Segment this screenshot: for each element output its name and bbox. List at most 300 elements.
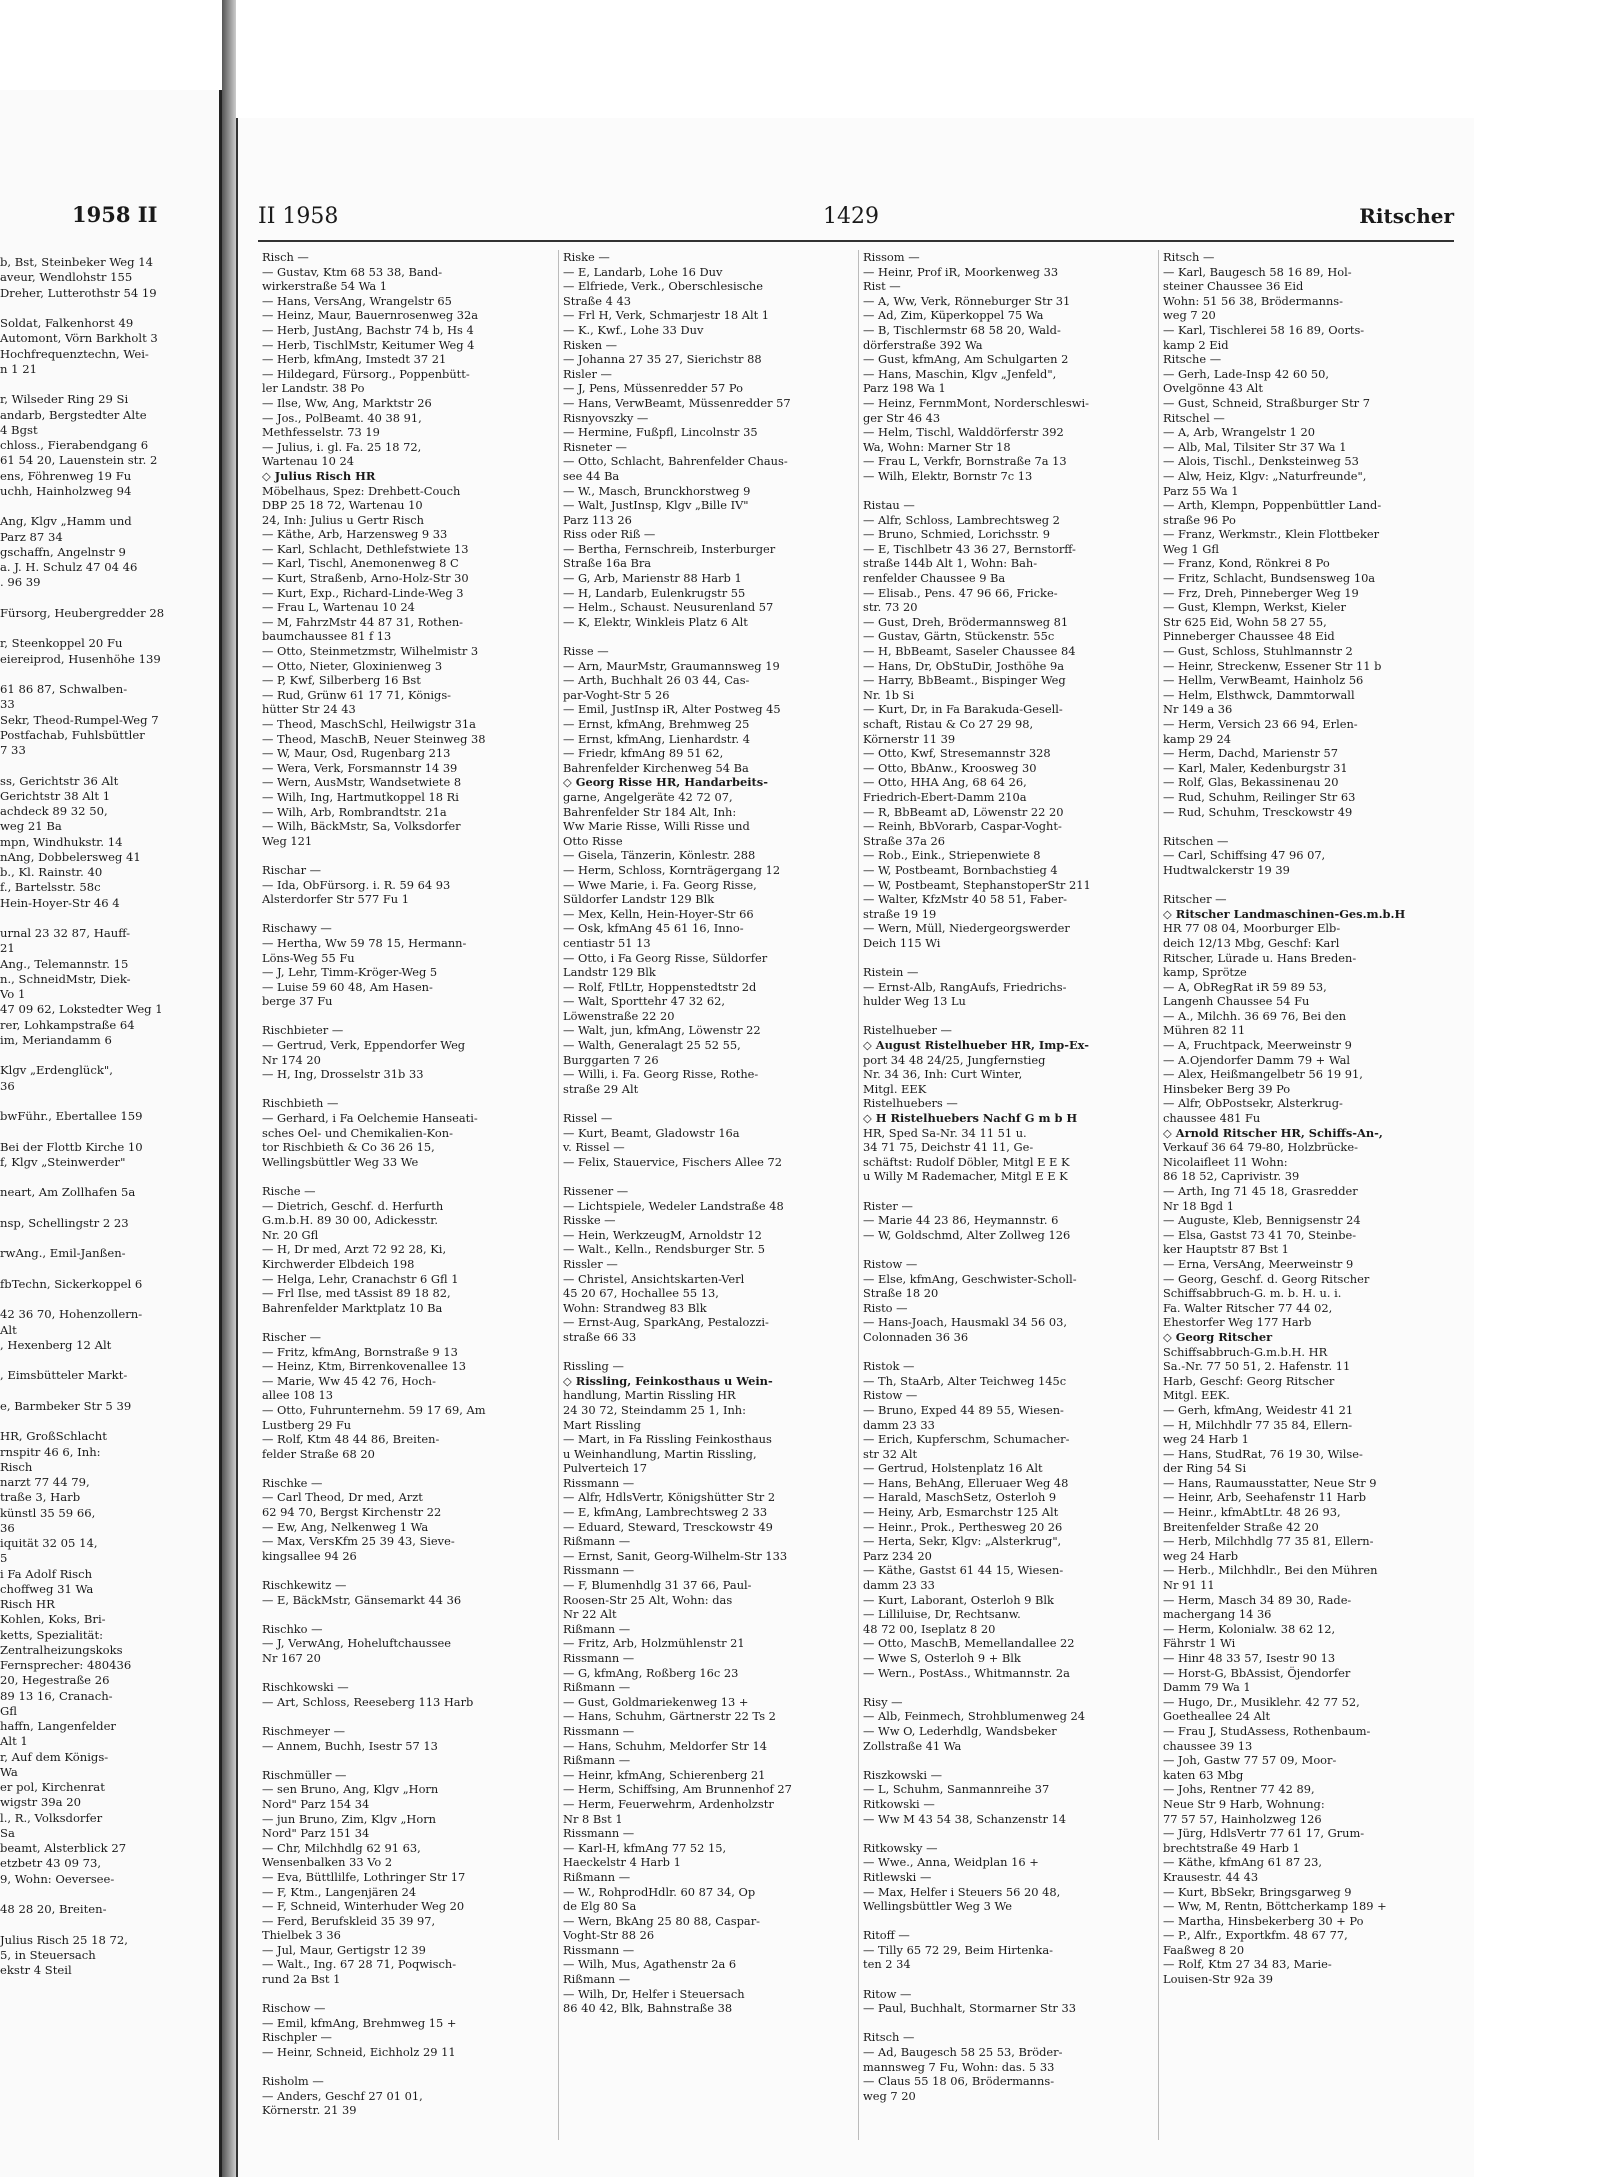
directory-entry-line: — Herm, Kolonialw. 38 62 12,	[1163, 1621, 1336, 1636]
left-entry-line: rwAng., Emil-Janßen-	[0, 1246, 126, 1261]
left-entry-line: mpn, Windhukstr. 14	[0, 834, 123, 849]
directory-entry-line: — Kurt, Exp., Richard-Linde-Weg 3	[262, 585, 464, 600]
directory-entry-line: Parz 55 Wa 1	[1163, 483, 1239, 498]
directory-entry-line	[859, 1345, 1150, 1360]
directory-entry-line: ger Str 46 43	[863, 410, 941, 425]
directory-entry-line: u Weinhandlung, Martin Rissling,	[563, 1446, 757, 1461]
surname-heading: Rischko —	[262, 1621, 323, 1636]
directory-column-2	[558, 250, 850, 2140]
directory-entry-line: centiastr 51 13	[563, 935, 651, 950]
directory-entry-line: kingsallee 94 26	[262, 1548, 357, 1563]
left-entry-line: f, Klgv „Steinwerder"	[0, 1154, 126, 1169]
directory-entry-line: — Rolf, Glas, Bekassinenau 20	[1163, 775, 1339, 790]
left-entry-line: 61 54 20, Lauenstein str. 2	[0, 453, 158, 468]
directory-entry-line: — Kurt, BbSekr, Bringsgarweg 9	[1163, 1884, 1352, 1899]
left-entry-line: b, Bst, Steinbeker Weg 14	[0, 255, 154, 269]
directory-entry-line: Str 625 Eid, Wohn 58 27 55,	[1163, 614, 1327, 629]
directory-entry-line: Bahrenfelder Marktplatz 10 Ba	[262, 1300, 443, 1315]
directory-entry-line: — Rud, Grünw 61 17 71, Königs-	[262, 687, 452, 702]
directory-entry-line: — A.Ojendorfer Damm 79 + Wal	[1163, 1052, 1350, 1067]
directory-entry-line	[859, 1972, 1150, 1987]
left-entry-line: n., SchneidMstr, Diek-	[0, 971, 131, 986]
page-header	[258, 204, 1454, 238]
directory-entry-line: — Hein, WerkzeugM, Arnoldstr 12	[563, 1227, 762, 1242]
directory-entry-line: — Ernst-Aug, SparkAng, Pestalozzi-	[563, 1315, 769, 1330]
directory-entry-line: — Fritz, kfmAng, Bornstraße 9 13	[262, 1344, 458, 1359]
directory-entry-line: — Wwe., Anna, Weidplan 16 +	[863, 1855, 1039, 1870]
surname-heading: Rissmann —	[563, 1651, 635, 1665]
directory-entry-line: — Kurt, Straßenb, Arno-Holz-Str 30	[262, 571, 469, 586]
directory-entry-line: Parz 234 20	[863, 1548, 932, 1563]
left-entry-line: Hochfrequenztechn, Wei-	[0, 346, 149, 361]
directory-entry-line	[859, 1242, 1150, 1257]
directory-entry-line: — Heinr., kfmAbtLtr. 48 26 93,	[1163, 1505, 1341, 1520]
surname-heading: Risch —	[262, 250, 309, 264]
directory-entry-line: — Herm, Feuerwehrm, Ardenholzstr	[563, 1796, 774, 1811]
directory-entry-line: Krausestr. 44 43	[1163, 1869, 1259, 1884]
directory-entry-line: — Anders, Geschf 27 01 01,	[262, 2088, 423, 2103]
directory-entry-line: — Mart, in Fa Rissling Feinkosthaus	[563, 1432, 772, 1447]
directory-entry-line: — Johs, Rentner 77 42 89,	[1163, 1782, 1315, 1797]
directory-entry-line: — Gust, Klempn, Werkst, Kieler	[1163, 600, 1346, 615]
left-entry-line: Gerichtstr 38 Alt 1	[0, 788, 111, 803]
directory-entry-line	[258, 1461, 550, 1476]
directory-entry-line: — Tilly 65 72 29, Beim Hirtenka-	[863, 1942, 1053, 1957]
directory-entry-line: — Luise 59 60 48, Am Hasen-	[262, 979, 433, 994]
directory-entry-line: Ovelgönne 43 Alt	[1163, 381, 1263, 396]
directory-entry-line: — Frau L, Verkfr, Bornstraße 7a 13	[863, 454, 1067, 469]
directory-entry-line: damm 23 33	[863, 1417, 935, 1432]
directory-entry-line: — Auguste, Kleb, Bennigsenstr 24	[1163, 1213, 1361, 1228]
directory-entry-line: — Alfr, Schloss, Lambrechtsweg 2	[863, 512, 1060, 527]
directory-entry-line: — Alfr, HdlsVertr, Königshütter Str 2	[563, 1490, 776, 1505]
directory-entry-line: — Frau J, StudAssess, Rothenbaum-	[1163, 1723, 1371, 1738]
directory-entry-line: — Ernst-Alb, RangAufs, Friedrichs-	[863, 979, 1067, 994]
directory-entry-line: weg 7 20	[863, 2088, 916, 2103]
directory-entry-line: — Herb, TischlMstr, Keitumer Weg 4	[262, 337, 475, 352]
directory-entry-line: — Julius, i. gl. Fa. 25 18 72,	[262, 439, 422, 454]
surname-heading: Risler —	[563, 366, 612, 381]
left-entry-line	[0, 758, 213, 773]
directory-entry-line: — Rolf, Ktm 27 34 83, Marie-	[1163, 1957, 1332, 1972]
directory-entry-line: 48 72 00, Iseplatz 8 20	[863, 1621, 996, 1636]
directory-entry-line: — Wern, Müll, Niedergeorgswerder	[863, 921, 1070, 936]
surname-heading: Ritsch —	[863, 2030, 915, 2045]
directory-entry-line	[258, 1753, 550, 1768]
directory-entry-line: — Emil, JustInsp iR, Alter Postweg 45	[563, 702, 781, 717]
directory-entry-line: — E, kfmAng, Lambrechtsweg 2 33	[563, 1505, 768, 1520]
directory-entry-line: — Walt, Sporttehr 47 32 62,	[563, 994, 726, 1009]
directory-entry-line: — Walt, jun, kfmAng, Löwenstr 22	[563, 1023, 761, 1038]
directory-entry-line: — Eduard, Steward, Tresckowstr 49	[563, 1519, 773, 1534]
directory-entry-line: 24, Inh: Julius u Gertr Risch	[262, 512, 425, 527]
left-entry-line	[0, 911, 213, 926]
surname-heading: Ritkowsky —	[863, 1840, 938, 1855]
surname-heading: Rist —	[863, 279, 901, 294]
directory-entry-line	[258, 1666, 550, 1681]
directory-entry-line: Nr. 34 36, Inh: Curt Winter,	[863, 1067, 1023, 1082]
directory-entry-line: brechtstraße 49 Harb 1	[1163, 1840, 1300, 1855]
directory-entry-line: — Hans-Joach, Hausmakl 34 56 03,	[863, 1315, 1067, 1330]
directory-entry-line: — Jos., PolBeamt. 40 38 91,	[262, 410, 422, 425]
directory-entry-line: Wellingsbüttler Weg 33 We	[262, 1154, 419, 1169]
directory-entry-line: Neue Str 9 Harb, Wohnung:	[1163, 1796, 1325, 1811]
left-entry-line	[0, 667, 213, 682]
directory-entry-line: — Gust, Schneid, Straßburger Str 7	[1163, 395, 1370, 410]
directory-entry-line: Nr 8 Bst 1	[563, 1811, 623, 1826]
directory-entry-line: — Alois, Tischl., Denksteinweg 53	[1163, 454, 1359, 469]
directory-entry-line: — W., RohprodHdlr. 60 87 34, Op	[563, 1884, 756, 1899]
directory-entry-line: — P, Kwf, Silberberg 16 Bst	[262, 673, 421, 688]
directory-entry-line: — Rob., Eink., Striepenwiete 8	[863, 848, 1041, 863]
surname-heading: Rischkowski —	[262, 1680, 349, 1695]
directory-entry-line: — Ida, ObFürsorg. i. R. 59 64 93	[262, 877, 451, 892]
directory-entry-line: Friedrich-Ebert-Damm 210a	[863, 789, 1027, 804]
surname-heading: Ritoff —	[863, 1928, 910, 1943]
directory-entry-line: Deich 115 Wi	[863, 935, 941, 950]
directory-entry-line	[258, 1169, 550, 1184]
left-entry-line	[0, 1353, 213, 1368]
left-entry-line: nAng, Dobbelersweg 41	[0, 849, 141, 864]
directory-entry-line: — Herm, Masch 34 89 30, Rade-	[1163, 1592, 1352, 1607]
left-entry-line: r, Auf dem Königs-	[0, 1749, 109, 1764]
directory-entry-line: — Emil, kfmAng, Brehmweg 15 +	[262, 2015, 457, 2030]
directory-entry-line: — Heinr, kfmAng, Schierenberg 21	[563, 1767, 766, 1782]
left-entry-line: 5, in Steuersach	[0, 1947, 96, 1962]
directory-entry-line: — Wilh, Ing, Hartmutkoppel 18 Ri	[262, 789, 459, 804]
surname-heading: Rissom —	[863, 250, 920, 264]
left-entry-line: 61 86 87, Schwalben-	[0, 682, 128, 696]
directory-entry-line: — Friedr, kfmAng 89 51 62,	[563, 746, 724, 761]
directory-entry-line: Nord" Parz 154 34	[262, 1796, 370, 1811]
firm-entry-line: ◇ Ritscher Landmaschinen-Ges.m.b.H	[1163, 906, 1406, 921]
left-entry-line: Fernsprecher: 480436	[0, 1658, 132, 1672]
directory-entry-line: schäftst: Rudolf Döbler, Mitgl E E K	[863, 1154, 1070, 1169]
directory-entry-line: — Gertrud, Holstenplatz 16 Alt	[863, 1461, 1043, 1476]
directory-entry-line: — Jürg, HdlsVertr 77 61 17, Grum-	[1163, 1826, 1365, 1841]
directory-entry-line: Körnerstr. 21 39	[262, 2103, 357, 2118]
left-entry-line: er pol, Kirchenrat	[0, 1780, 105, 1794]
directory-entry-line: — F, Schneid, Winterhuder Weg 20	[262, 1899, 465, 1914]
directory-entry-line: Damm 79 Wa 1	[1163, 1680, 1251, 1695]
directory-entry-line: — Wilh, Arb, Rombrandtstr. 21a	[262, 804, 447, 819]
firm-entry-line: ◇ Arnold Ritscher HR, Schiffs-An-,	[1163, 1125, 1383, 1140]
directory-entry-line: — Wera, Verk, Forsmannstr 14 39	[262, 760, 458, 775]
directory-entry-line: allee 108 13	[262, 1388, 334, 1403]
header-catchword: Ritscher	[1359, 204, 1454, 228]
directory-entry-line: — Ad, Zim, Küperkoppel 75 Wa	[863, 308, 1044, 323]
directory-entry-line: — Karl, Maler, Kedenburgstr 31	[1163, 760, 1348, 775]
directory-entry-line: — M, FahrzMstr 44 87 31, Rothen-	[262, 614, 464, 629]
directory-entry-line: — Hinr 48 33 57, Isestr 90 13	[1163, 1651, 1336, 1665]
left-entry-line: f., Bartelsstr. 58c	[0, 880, 101, 895]
directory-entry-line: — H, Dr med, Arzt 72 92 28, Ki,	[262, 1242, 447, 1257]
firm-entry-line: ◇ Georg Ritscher	[1163, 1329, 1273, 1344]
directory-entry-line: chaussee 481 Fu	[1163, 1111, 1261, 1126]
left-entry-line	[0, 1384, 213, 1399]
directory-entry-line: — Rolf, Ktm 48 44 86, Breiten-	[262, 1432, 440, 1447]
directory-entry-line: — Arth, Buchhalt 26 03 44, Cas-	[563, 673, 750, 688]
left-entry-line: uchh, Hainholzweg 94	[0, 483, 132, 498]
left-entry-line	[0, 1887, 213, 1902]
left-entry-line	[0, 1262, 213, 1277]
directory-entry-line: — Helga, Lehr, Cranachstr 6 Gfl 1	[262, 1271, 459, 1286]
directory-entry-line: weg 24 Harb 1	[1163, 1432, 1249, 1447]
left-entry-line: Gfl	[0, 1703, 17, 1718]
directory-entry-line: — Martha, Hinsbekerberg 30 + Po	[1163, 1913, 1364, 1928]
surname-heading: Rißmann —	[563, 1972, 631, 1987]
directory-entry-line: — F, Blumenhdlg 31 37 66, Paul-	[563, 1578, 752, 1593]
directory-entry-line: — Christel, Ansichtskarten-Verl	[563, 1271, 745, 1286]
directory-entry-line: — K., Kwf., Lohe 33 Duv	[563, 322, 704, 337]
left-entry-line: ss, Gerichtstr 36 Alt	[0, 773, 119, 788]
directory-entry-line: Löns-Weg 55 Fu	[262, 950, 355, 965]
directory-entry-line	[859, 1826, 1150, 1841]
left-entry-line: 20, Hegestraße 26	[0, 1673, 110, 1688]
directory-entry-line: Bahrenfelder Kirchenweg 54 Ba	[563, 760, 749, 775]
directory-entry-line: see 44 Ba	[563, 468, 620, 483]
directory-entry-line: berge 37 Fu	[262, 994, 333, 1009]
directory-columns	[258, 250, 1458, 2140]
directory-entry-line: — Walth, Generalagt 25 52 55,	[563, 1038, 741, 1053]
directory-entry-line: Mart Rissling	[563, 1417, 641, 1432]
directory-entry-line: kamp 2 Eid	[1163, 337, 1229, 352]
surname-heading: Risken —	[563, 337, 618, 352]
surname-heading: Rische —	[262, 1184, 316, 1198]
directory-entry-line: Fa. Walter Ritscher 77 44 02,	[1163, 1300, 1333, 1315]
left-entry-line: Klgv „Erdenglück",	[0, 1063, 113, 1078]
directory-entry-line: — K, Elektr, Winkleis Platz 6 Alt	[563, 614, 748, 629]
directory-entry-line: — W, Postbeamt, StephanstoperStr 211	[863, 877, 1091, 892]
directory-entry-line: — Gerh, kfmAng, Weidestr 41 21	[1163, 1402, 1354, 1417]
directory-entry-line	[258, 2060, 550, 2075]
directory-column-4	[1158, 250, 1450, 2140]
surname-heading: Ritlewski —	[863, 1869, 932, 1884]
directory-entry-line: straße 66 33	[563, 1329, 637, 1344]
left-page-entries	[0, 255, 213, 1978]
directory-entry-line: — W, Postbeamt, Bornbachstieg 4	[863, 862, 1058, 877]
left-entry-line: etzbetr 43 09 73,	[0, 1856, 102, 1871]
left-entry-line: 47 09 62, Lokstedter Weg 1	[0, 1002, 163, 1017]
left-entry-line: bwFühr., Ebertallee 159	[0, 1109, 143, 1123]
directory-entry-line: — Hellm, VerwBeamt, Hainholz 56	[1163, 673, 1364, 688]
directory-entry-line: 34 71 75, Deichstr 41 11, Ge-	[863, 1140, 1034, 1155]
surname-heading: Ristow —	[863, 1388, 918, 1403]
directory-entry-line: — Gertrud, Verk, Eppendorfer Weg	[262, 1038, 466, 1053]
book-gutter	[222, 0, 236, 2177]
surname-heading: Rissmann —	[563, 1826, 635, 1841]
surname-heading: Ristelhueber —	[863, 1023, 952, 1038]
directory-entry-line: — Gust, Goldmariekenweg 13 +	[563, 1694, 749, 1709]
directory-entry-line	[258, 1607, 550, 1622]
directory-entry-line: — Herta, Sekr, Klgv: „Alsterkrug",	[863, 1534, 1062, 1549]
directory-entry-line: Löwenstraße 22 20	[563, 1008, 675, 1023]
surname-heading: Rißmann —	[563, 1621, 631, 1636]
surname-heading: Ristau —	[863, 498, 915, 513]
surname-heading: Rissmann —	[563, 1942, 635, 1957]
directory-entry-line: — Otto, MaschB, Memellandallee 22	[863, 1636, 1075, 1651]
directory-entry-line: handlung, Martin Rissling HR	[563, 1388, 736, 1403]
directory-entry-line: — G, kfmAng, Roßberg 16c 23	[563, 1665, 739, 1680]
directory-entry-line: felder Straße 68 20	[262, 1446, 375, 1461]
directory-entry-line: wirkerstraße 54 Wa 1	[262, 279, 388, 294]
directory-entry-line: — Heinz, Ktm, Birrenkovenallee 13	[262, 1359, 466, 1374]
directory-entry-line	[258, 1709, 550, 1724]
left-entry-line: 42 36 70, Hohenzollern-	[0, 1307, 143, 1322]
left-entry-line: Risch	[0, 1459, 33, 1474]
directory-entry-line: 77 57 57, Hainholzweg 126	[1163, 1811, 1322, 1826]
left-entry-line: Wa	[0, 1764, 18, 1779]
left-entry-line: rer, Lohkampstraße 64	[0, 1017, 135, 1032]
left-entry-line	[0, 1124, 213, 1139]
surname-heading: Rissener —	[563, 1184, 629, 1198]
left-entry-line: Julius Risch 25 18 72,	[0, 1932, 128, 1947]
directory-entry-line: — Wwe Marie, i. Fa. Georg Risse,	[563, 877, 757, 892]
directory-entry-line: — Hermine, Fußpfl, Lincolnstr 35	[563, 425, 758, 440]
left-entry-line: Dreher, Lutterothstr 54 19	[0, 285, 157, 300]
directory-entry-line: — Fritz, Schlacht, Bundsensweg 10a	[1163, 571, 1376, 586]
left-entry-line: Vo 1	[0, 987, 26, 1001]
left-entry-line: . 96 39	[0, 575, 41, 590]
left-entry-line: haffn, Langenfelder	[0, 1719, 116, 1733]
directory-entry-line: — Hans, Schuhm, Gärtnerstr 22 Ts 2	[563, 1709, 776, 1724]
directory-entry-line: — Mex, Kelln, Hein-Hoyer-Str 66	[563, 906, 754, 921]
left-entry-line	[0, 1170, 213, 1185]
directory-entry-line	[859, 1184, 1150, 1199]
directory-entry-line: Harb, Geschf: Georg Ritscher	[1163, 1373, 1335, 1388]
surname-heading: Risnyovszky —	[563, 410, 649, 425]
surname-heading: Risse —	[563, 644, 609, 659]
directory-entry-line: — Gust, kfmAng, Am Schulgarten 2	[863, 352, 1069, 367]
left-entry-line: r, Wilseder Ring 29 Si	[0, 392, 129, 407]
left-entry-line: beamt, Alsterblick 27	[0, 1841, 127, 1855]
left-entry-line: im, Meriandamm 6	[0, 1032, 112, 1047]
directory-entry-line: — H, BbBeamt, Saseler Chaussee 84	[863, 644, 1076, 659]
directory-entry-line: — Herb, JustAng, Bachstr 74 b, Hs 4	[262, 322, 474, 337]
directory-entry-line: Zollstraße 41 Wa	[863, 1738, 962, 1753]
directory-entry-line: — Wern., PostAss., Whitmannstr. 2a	[863, 1665, 1070, 1680]
left-entry-line: ekstr 4 Steil	[0, 1963, 72, 1977]
left-entry-line: 9, Wohn: Oeversee-	[0, 1871, 115, 1886]
directory-entry-line: Schiffsabbruch-G.m.b.H. HR	[1163, 1344, 1328, 1359]
directory-entry-line: — Harald, MaschSetz, Osterloh 9	[863, 1490, 1057, 1505]
left-page-fragment	[0, 90, 222, 2177]
directory-entry-line: — Rud, Schuhm, Tresckowstr 49	[1163, 804, 1353, 819]
left-entry-line: künstl 35 59 66,	[0, 1505, 96, 1520]
left-entry-line: iquität 32 05 14,	[0, 1536, 98, 1550]
directory-entry-line	[559, 1169, 850, 1184]
directory-entry-line: — Walter, KfzMstr 40 58 51, Faber-	[863, 892, 1068, 907]
directory-entry-line: Sa.-Nr. 77 50 51, 2. Hafenstr. 11	[1163, 1359, 1351, 1374]
directory-entry-line: straße 19 19	[863, 906, 937, 921]
directory-entry-line: katen 63 Mbg	[1163, 1767, 1244, 1782]
directory-entry-line: HR 77 08 04, Moorburger Elb-	[1163, 921, 1341, 936]
left-entry-line	[0, 499, 213, 514]
left-entry-line: rnspitr 46 6, Inh:	[0, 1444, 101, 1459]
directory-entry-line: 62 94 70, Bergst Kirchenstr 22	[262, 1505, 442, 1520]
directory-entry-line: Wellingsbüttler Weg 3 We	[863, 1899, 1012, 1914]
left-entry-line	[0, 1048, 213, 1063]
left-entry-line: weg 21 Ba	[0, 819, 62, 834]
left-entry-line: 48 28 20, Breiten-	[0, 1902, 107, 1916]
left-entry-line	[0, 1292, 213, 1307]
directory-entry-line: Mühren 82 11	[1163, 1023, 1246, 1038]
surname-heading: Risto —	[863, 1300, 908, 1315]
left-entry-line	[0, 1094, 213, 1109]
directory-entry-line: — Wwe S, Osterloh 9 + Blk	[863, 1651, 1021, 1665]
directory-entry-line: — Kurt, Beamt, Gladowstr 16a	[563, 1125, 740, 1140]
left-entry-line: 5	[0, 1551, 8, 1566]
directory-entry-line: machergang 14 36	[1163, 1607, 1272, 1622]
directory-entry-line	[258, 848, 550, 863]
directory-entry-line: — Hugo, Dr., Musiklehr. 42 77 52,	[1163, 1694, 1360, 1709]
left-entry-line: Postfachab, Fuhlsbüttler	[0, 727, 145, 742]
directory-entry-line: de Elg 80 Sa	[563, 1899, 637, 1914]
left-entry-line: i Fa Adolf Risch	[0, 1566, 93, 1581]
left-entry-line	[0, 1201, 213, 1216]
left-entry-line	[0, 1917, 213, 1932]
directory-entry-line: — Joh, Gastw 77 57 09, Moor-	[1163, 1753, 1337, 1768]
left-entry-line: Fürsorg, Heubergredder 28	[0, 605, 165, 620]
left-entry-line: r, Steenkoppel 20 Fu	[0, 636, 123, 651]
surname-heading: Ristok —	[863, 1359, 915, 1374]
directory-entry-line: — Frau L, Wartenau 10 24	[262, 600, 415, 615]
directory-entry-line	[1159, 819, 1450, 834]
directory-entry-line: — Claus 55 18 06, Brödermanns-	[863, 2074, 1055, 2089]
directory-entry-line: str 32 Alt	[863, 1446, 918, 1461]
directory-entry-line: Straße 37a 26	[863, 833, 945, 848]
directory-entry-line: 86 40 42, Blk, Bahnstraße 38	[563, 2001, 733, 2016]
surname-heading: Risske —	[563, 1213, 616, 1228]
surname-heading: Rißmann —	[563, 1680, 631, 1695]
directory-entry-line: — Helm, Tischl, Walddörferstr 392	[863, 425, 1064, 440]
left-entry-line: Risch HR	[0, 1597, 55, 1611]
header-rule	[258, 240, 1454, 242]
directory-entry-line: Voght-Str 88 26	[563, 1928, 655, 1943]
left-entry-line: chloss., Fierabendgang 6	[0, 438, 149, 452]
surname-heading: Rischer —	[262, 1329, 321, 1344]
surname-heading: Rissmann —	[563, 1475, 635, 1490]
directory-entry-line: straße 96 Po	[1163, 512, 1236, 527]
left-entry-line: 33	[0, 697, 15, 712]
directory-entry-line: 45 20 67, Hochallee 55 13,	[563, 1286, 719, 1301]
left-entry-line: a. J. H. Schulz 47 04 46	[0, 560, 138, 574]
directory-entry-line: DBP 25 18 72, Wartenau 10	[262, 498, 423, 513]
directory-entry-line: — Hertha, Ww 59 78 15, Hermann-	[262, 935, 467, 950]
directory-entry-line: — Ew, Ang, Nelkenweg 1 Wa	[262, 1519, 429, 1534]
left-entry-line: n 1 21	[0, 361, 37, 376]
directory-entry-line: Straße 4 43	[563, 293, 631, 308]
directory-entry-line: — Otto, Kwf, Stresemannstr 328	[863, 746, 1051, 761]
surname-heading: v. Rissel —	[563, 1140, 625, 1155]
directory-entry-line: — Alw, Heiz, Klgv: „Naturfreunde",	[1163, 468, 1367, 483]
left-entry-line: ketts, Spezialität:	[0, 1627, 104, 1642]
directory-entry-line: — Annem, Buchh, Isestr 57 13	[262, 1738, 438, 1753]
directory-entry-line: — Ferd, Berufskleid 35 39 97,	[262, 1913, 436, 1928]
directory-entry-line: Alsterdorfer Str 577 Fu 1	[262, 892, 410, 907]
directory-entry-line: — Heinr., Prok., Perthesweg 20 26	[863, 1519, 1063, 1534]
directory-entry-line: chaussee 39 13	[1163, 1738, 1253, 1753]
directory-entry-line: — Osk, kfmAng 45 61 16, Inno-	[563, 921, 744, 936]
directory-entry-line: Mitgl. EEK	[863, 1081, 927, 1096]
directory-entry-line: — Heiny, Arb, Esmarchstr 125 Alt	[863, 1505, 1059, 1520]
left-entry-line: 89 13 16, Cranach-	[0, 1688, 113, 1703]
directory-entry-line	[559, 629, 850, 644]
directory-entry-line: — Gisela, Tänzerin, Könlestr. 288	[563, 848, 756, 863]
directory-entry-line: — Walt, JustInsp, Klgv „Bille IV"	[563, 498, 749, 513]
surname-heading: Rißmann —	[563, 1534, 631, 1549]
directory-entry-line: Nr 167 20	[262, 1651, 321, 1665]
